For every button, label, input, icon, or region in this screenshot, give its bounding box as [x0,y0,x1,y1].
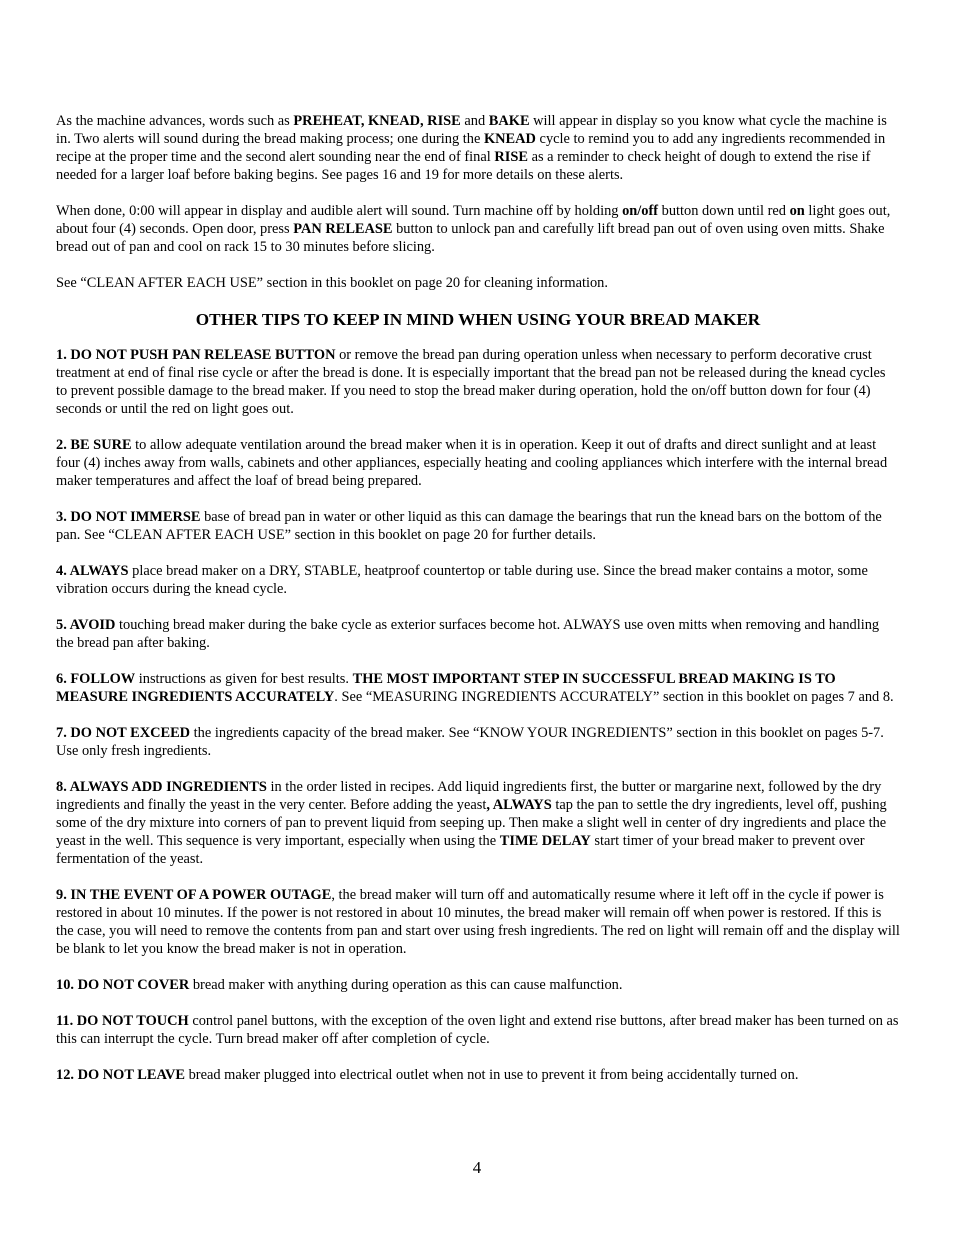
tip-9 [56,886,900,958]
tip-12 [56,1066,900,1084]
bold-text: TIME DELAY [499,833,591,849]
bold-text: 12. DO NOT LEAVE [56,1067,186,1083]
body-text: touching bread maker during the bake cycle as exterior surfaces become hot. ALWAYS use oven mitts when removing and handling the bread pan after baking. [56,617,880,651]
tip-5 [56,616,900,652]
bold-text: 8. ALWAYS ADD INGREDIENTS [56,779,267,795]
section-heading: OTHER TIPS TO KEEP IN MIND WHEN USING YOUR BREAD MAKER [195,310,761,329]
tip-2 [56,436,900,490]
tip-8 [56,778,900,868]
body-text: place bread maker on a DRY, STABLE, heatproof countertop or table during use. Since the bread maker contains a motor, some vibration occurs during the knead cycle. [56,563,868,597]
tip-4 [56,562,900,598]
body-text: and [460,113,489,129]
bold-text: on [789,203,805,219]
body-text: bread maker plugged into electrical outlet when not in use to prevent it from being accidentally turned on. [185,1067,799,1083]
body-text: start timer of your bread maker to prevent over fermentation of the yeast. [56,833,865,867]
body-text: As the machine advances, words such as [56,113,294,129]
intro-paragraph-done [56,202,900,256]
body-text: . See “MEASURING INGREDIENTS ACCURATELY” section in this booklet on pages 7 and 8. [334,689,894,705]
bold-text: 1. DO NOT PUSH PAN RELEASE BUTTON [56,347,336,363]
body-text: to allow adequate ventilation around the bread maker when it is in operation. Keep it out of drafts and direct sunlight and at least four (4) inches away from walls, cabinets and other appliances, especially heating and cooling appliances which interfere with the internal bread maker temperatures and affect the loaf of bread being prepared. [56,437,888,489]
bold-text: 9. IN THE EVENT OF A POWER OUTAGE [56,887,332,903]
body-text: , the bread maker will turn off and automatically resume where it left off in the cycle if power is restored in about 10 minutes. If the power is not restored in about 10 minutes, the bread maker will remain off when power is restored. If this is the case, you will need to remove the contents from pan and start over using fresh ingredients. The red on light will remain off and the display will be blank to let you know the bread maker is not in operation. [56,887,900,957]
tip-1 [56,346,900,418]
bold-text: 2. BE SURE [56,437,132,453]
bold-text: BAKE [488,113,530,129]
body-text: bread maker with anything during operation as this can cause malfunction. [189,977,623,993]
body-text: See “CLEAN AFTER EACH USE” section in this booklet on page 20 for cleaning information. [56,275,608,291]
bold-text: 4. ALWAYS [56,563,129,579]
tip-3 [56,508,900,544]
body-text: in the order listed in recipes. Add liquid ingredients first, the butter or margarine next, followed by the dry ingredients and finally the yeast in the very center. Before adding the yeast [56,779,882,813]
body-text: base of bread pan in water or other liquid as this can damage the bearings that run the knead bars on the bottom of the pan. See “CLEAN AFTER EACH USE” section in this booklet on page 20 for further details. [56,509,882,543]
body-text: or remove the bread pan during operation unless when necessary to perform decorative crust treatment at end of final rise cycle or after the bread is done. It is especially important that the bread pan not be released during the knead cycles to prevent possible damage to the bread maker. If you need to stop the bread maker during operation, hold the on/off button down for four (4) seconds or until the red on light goes out. [56,347,886,417]
bold-text: 6. FOLLOW [56,671,136,687]
bold-text: RISE [494,149,528,165]
tip-10 [56,976,900,994]
page-content [56,112,900,1102]
bold-text: 3. DO NOT IMMERSE [56,509,201,525]
bold-text: PAN RELEASE [293,221,393,237]
body-text: button down until red [658,203,790,219]
body-text: as a reminder to check height of dough to extend the rise if needed for a larger loaf before baking begins. See pages 16 and 19 for more details on these alerts. [56,149,871,183]
body-text: light goes out, about four (4) seconds. Open door, press [56,203,891,237]
bold-text: THE MOST IMPORTANT STEP IN SUCCESSFUL BREAD MAKING IS TO MEASURE INGREDIENTS ACCURATELY [56,671,836,705]
bold-text: 5. AVOID [56,617,116,633]
body-text: the ingredients capacity of the bread maker. See “KNOW YOUR INGREDIENTS” section in this booklet on pages 5-7. Use only fresh ingredients. [56,725,884,759]
body-text: button to unlock pan and carefully lift bread pan out of oven using oven mitts. Shake bread out of pan and cool on rack 15 to 30 minutes before slicing. [56,221,885,255]
body-text: will appear in display so you know what cycle the machine is in. Two alerts will sound during the bread making process; one during the [56,113,887,147]
tip-6 [56,670,900,706]
bold-text: PREHEAT, KNEAD, RISE [293,113,461,129]
body-text: When done, 0:00 will appear in display and audible alert will sound. Turn machine off by holding [56,203,623,219]
intro-paragraph-cleaning [56,274,900,292]
page-number: 4 [472,1158,482,1177]
body-text: control panel buttons, with the exception of the oven light and extend rise buttons, after bread maker has been turned on as this can interrupt the cycle. Turn bread maker off after completion of cycle. [56,1013,899,1047]
bold-text: , ALWAYS [486,797,552,813]
tip-11 [56,1012,900,1048]
body-text: tap the pan to settle the dry ingredients, level off, pushing some of the dry mixture into corners of pan to prevent liquid from seeping up. Then make a slight well in center of dry ingredients and place the yeast in the well. This sequence is very important, especially when using the [56,797,887,849]
bold-text: 10. DO NOT COVER [56,977,190,993]
bold-text: 7. DO NOT EXCEED [56,725,191,741]
body-text: cycle to remind you to add any ingredients recommended in recipe at the proper time and the second alert sounding near the end of final [56,131,886,165]
intro-paragraph-cycles [56,112,900,184]
bold-text: KNEAD [483,131,536,147]
bold-text: 11. DO NOT TOUCH [56,1013,189,1029]
tip-7 [56,724,900,760]
body-text: instructions as given for best results. [135,671,353,687]
bold-text: on/off [622,203,659,219]
